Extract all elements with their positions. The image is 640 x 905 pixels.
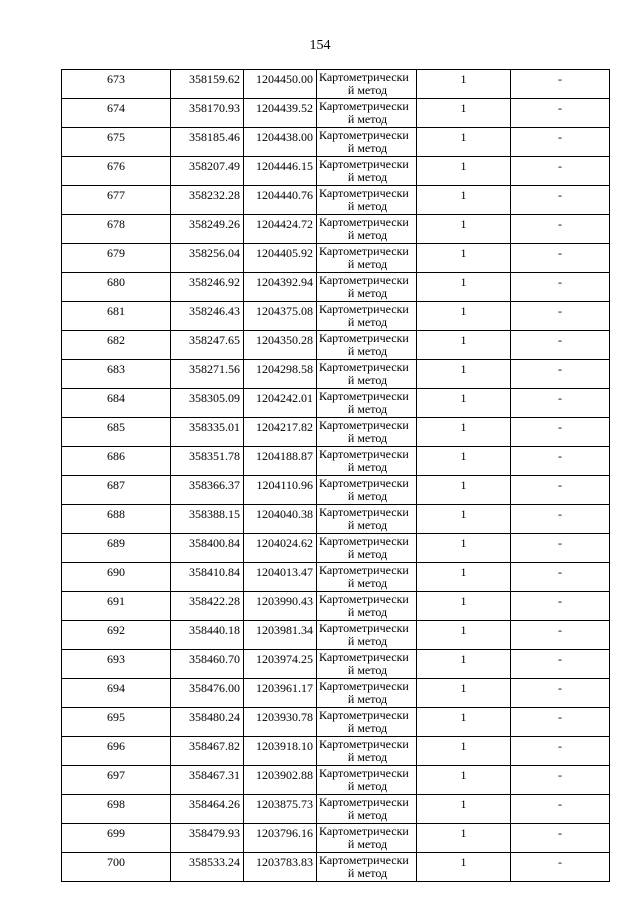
method-text-line2: й метод <box>347 518 388 532</box>
method-cell <box>317 708 417 737</box>
note-cell: - <box>511 795 610 824</box>
method-text-line1: Картометрически <box>319 302 409 316</box>
method-cell <box>317 621 417 650</box>
method-text-line1: Картометрически <box>319 708 409 722</box>
method-text-line1: Картометрически <box>319 70 409 84</box>
table-row <box>62 650 610 679</box>
y-coordinate-cell: 1204439.52 <box>244 99 317 128</box>
note-cell: - <box>511 389 610 418</box>
accuracy-cell: 1 <box>417 302 511 331</box>
method-text-line1: Картометрически <box>319 476 409 490</box>
x-coordinate-cell: 358460.70 <box>171 650 244 679</box>
method-cell <box>317 592 417 621</box>
point-number-cell: 689 <box>62 534 171 563</box>
method-cell <box>317 534 417 563</box>
point-number-cell: 698 <box>62 795 171 824</box>
accuracy-cell: 1 <box>417 795 511 824</box>
method-text-line1: Картометрически <box>319 447 409 461</box>
note-cell: - <box>511 331 610 360</box>
method-text-line2: й метод <box>347 199 388 213</box>
method-text-line2: й метод <box>347 344 388 358</box>
method-text-line1: Картометрически <box>319 766 409 780</box>
x-coordinate-cell: 358422.28 <box>171 592 244 621</box>
note-cell: - <box>511 418 610 447</box>
method-text-line2: й метод <box>347 112 388 126</box>
note-cell: - <box>511 592 610 621</box>
method-cell <box>317 505 417 534</box>
method-cell <box>317 360 417 389</box>
method-text-line2: й метод <box>347 257 388 271</box>
point-number-cell: 681 <box>62 302 171 331</box>
y-coordinate-cell: 1203961.17 <box>244 679 317 708</box>
table-row <box>62 157 610 186</box>
point-number-cell: 674 <box>62 99 171 128</box>
point-number-cell: 694 <box>62 679 171 708</box>
y-coordinate-cell: 1204110.96 <box>244 476 317 505</box>
table-row <box>62 824 610 853</box>
method-text-line2: й метод <box>347 605 388 619</box>
y-coordinate-cell: 1204375.08 <box>244 302 317 331</box>
x-coordinate-cell: 358256.04 <box>171 244 244 273</box>
method-text-line2: й метод <box>347 663 388 677</box>
method-text-line1: Картометрически <box>319 418 409 432</box>
note-cell: - <box>511 737 610 766</box>
table-row <box>62 505 610 534</box>
y-coordinate-cell: 1204446.15 <box>244 157 317 186</box>
method-text-line1: Картометрически <box>319 244 409 258</box>
point-number-cell: 675 <box>62 128 171 157</box>
x-coordinate-cell: 358246.92 <box>171 273 244 302</box>
accuracy-cell: 1 <box>417 708 511 737</box>
x-coordinate-cell: 358480.24 <box>171 708 244 737</box>
accuracy-cell: 1 <box>417 824 511 853</box>
note-cell: - <box>511 708 610 737</box>
method-cell <box>317 650 417 679</box>
y-coordinate-cell: 1203796.16 <box>244 824 317 853</box>
method-text-line2: й метод <box>347 750 388 764</box>
method-text-line1: Картометрически <box>319 650 409 664</box>
accuracy-cell: 1 <box>417 563 511 592</box>
method-cell <box>317 447 417 476</box>
table-row <box>62 708 610 737</box>
point-number-cell: 682 <box>62 331 171 360</box>
note-cell: - <box>511 360 610 389</box>
y-coordinate-cell: 1203974.25 <box>244 650 317 679</box>
table-row <box>62 70 610 99</box>
method-cell <box>317 853 417 882</box>
point-number-cell: 676 <box>62 157 171 186</box>
table-body <box>62 70 610 882</box>
y-coordinate-cell: 1204217.82 <box>244 418 317 447</box>
y-coordinate-cell: 1204188.87 <box>244 447 317 476</box>
method-cell <box>317 128 417 157</box>
method-text-line2: й метод <box>347 721 388 735</box>
method-text-line1: Картометрически <box>319 824 409 838</box>
method-text-line1: Картометрически <box>319 563 409 577</box>
x-coordinate-cell: 358440.18 <box>171 621 244 650</box>
x-coordinate-cell: 358400.84 <box>171 534 244 563</box>
method-cell <box>317 389 417 418</box>
method-text-line2: й метод <box>347 460 388 474</box>
table-row <box>62 418 610 447</box>
x-coordinate-cell: 358247.65 <box>171 331 244 360</box>
accuracy-cell: 1 <box>417 157 511 186</box>
method-cell <box>317 70 417 99</box>
point-number-cell: 683 <box>62 360 171 389</box>
accuracy-cell: 1 <box>417 186 511 215</box>
point-number-cell: 695 <box>62 708 171 737</box>
point-number-cell: 693 <box>62 650 171 679</box>
method-text-line2: й метод <box>347 634 388 648</box>
accuracy-cell: 1 <box>417 505 511 534</box>
note-cell: - <box>511 563 610 592</box>
point-number-cell: 680 <box>62 273 171 302</box>
x-coordinate-cell: 358170.93 <box>171 99 244 128</box>
method-text-line1: Картометрически <box>319 505 409 519</box>
table-row <box>62 389 610 418</box>
x-coordinate-cell: 358467.82 <box>171 737 244 766</box>
method-text-line1: Картометрически <box>319 186 409 200</box>
note-cell: - <box>511 157 610 186</box>
table-row <box>62 679 610 708</box>
accuracy-cell: 1 <box>417 534 511 563</box>
table-row <box>62 766 610 795</box>
accuracy-cell: 1 <box>417 244 511 273</box>
note-cell: - <box>511 99 610 128</box>
y-coordinate-cell: 1204440.76 <box>244 186 317 215</box>
accuracy-cell: 1 <box>417 70 511 99</box>
table-row <box>62 621 610 650</box>
note-cell: - <box>511 273 610 302</box>
method-text-line2: й метод <box>347 576 388 590</box>
method-text-line1: Картометрически <box>319 795 409 809</box>
method-cell <box>317 99 417 128</box>
method-text-line1: Картометрически <box>319 592 409 606</box>
method-cell <box>317 766 417 795</box>
method-cell <box>317 244 417 273</box>
method-cell <box>317 273 417 302</box>
accuracy-cell: 1 <box>417 592 511 621</box>
x-coordinate-cell: 358249.26 <box>171 215 244 244</box>
accuracy-cell: 1 <box>417 679 511 708</box>
x-coordinate-cell: 358467.31 <box>171 766 244 795</box>
method-text-line2: й метод <box>347 808 388 822</box>
accuracy-cell: 1 <box>417 737 511 766</box>
table-row <box>62 273 610 302</box>
method-text-line1: Картометрически <box>319 157 409 171</box>
method-text-line1: Картометрически <box>319 534 409 548</box>
point-number-cell: 697 <box>62 766 171 795</box>
method-cell <box>317 418 417 447</box>
x-coordinate-cell: 358351.78 <box>171 447 244 476</box>
y-coordinate-cell: 1204438.00 <box>244 128 317 157</box>
method-text-line1: Картометрически <box>319 389 409 403</box>
table-row <box>62 534 610 563</box>
method-text-line1: Картометрически <box>319 679 409 693</box>
table-row <box>62 737 610 766</box>
table-row <box>62 447 610 476</box>
method-text-line2: й метод <box>347 402 388 416</box>
method-text-line2: й метод <box>347 286 388 300</box>
point-number-cell: 700 <box>62 853 171 882</box>
accuracy-cell: 1 <box>417 766 511 795</box>
method-text-line2: й метод <box>347 315 388 329</box>
method-text-line1: Картометрически <box>319 621 409 635</box>
note-cell: - <box>511 679 610 708</box>
y-coordinate-cell: 1204024.62 <box>244 534 317 563</box>
table-row <box>62 592 610 621</box>
x-coordinate-cell: 358232.28 <box>171 186 244 215</box>
y-coordinate-cell: 1204298.58 <box>244 360 317 389</box>
method-text-line2: й метод <box>347 431 388 445</box>
y-coordinate-cell: 1203783.83 <box>244 853 317 882</box>
point-number-cell: 684 <box>62 389 171 418</box>
note-cell: - <box>511 476 610 505</box>
table-row <box>62 476 610 505</box>
method-text-line1: Картометрически <box>319 331 409 345</box>
method-cell <box>317 737 417 766</box>
note-cell: - <box>511 650 610 679</box>
method-text-line1: Картометрически <box>319 128 409 142</box>
method-text-line2: й метод <box>347 547 388 561</box>
note-cell: - <box>511 505 610 534</box>
point-number-cell: 696 <box>62 737 171 766</box>
y-coordinate-cell: 1204350.28 <box>244 331 317 360</box>
method-text-line1: Картометрически <box>319 273 409 287</box>
coordinates-table <box>61 69 610 882</box>
note-cell: - <box>511 244 610 273</box>
point-number-cell: 686 <box>62 447 171 476</box>
x-coordinate-cell: 358388.15 <box>171 505 244 534</box>
x-coordinate-cell: 358476.00 <box>171 679 244 708</box>
method-text-line2: й метод <box>347 373 388 387</box>
method-cell <box>317 824 417 853</box>
point-number-cell: 687 <box>62 476 171 505</box>
y-coordinate-cell: 1204013.47 <box>244 563 317 592</box>
x-coordinate-cell: 358410.84 <box>171 563 244 592</box>
method-text-line2: й метод <box>347 866 388 880</box>
accuracy-cell: 1 <box>417 273 511 302</box>
y-coordinate-cell: 1204450.00 <box>244 70 317 99</box>
point-number-cell: 699 <box>62 824 171 853</box>
note-cell: - <box>511 534 610 563</box>
x-coordinate-cell: 358533.24 <box>171 853 244 882</box>
table-row <box>62 360 610 389</box>
point-number-cell: 673 <box>62 70 171 99</box>
table-row <box>62 795 610 824</box>
accuracy-cell: 1 <box>417 215 511 244</box>
note-cell: - <box>511 302 610 331</box>
point-number-cell: 685 <box>62 418 171 447</box>
method-cell <box>317 476 417 505</box>
method-text-line2: й метод <box>347 692 388 706</box>
note-cell: - <box>511 447 610 476</box>
y-coordinate-cell: 1203875.73 <box>244 795 317 824</box>
table-row <box>62 186 610 215</box>
method-cell <box>317 302 417 331</box>
point-number-cell: 688 <box>62 505 171 534</box>
method-cell <box>317 331 417 360</box>
y-coordinate-cell: 1203981.34 <box>244 621 317 650</box>
point-number-cell: 691 <box>62 592 171 621</box>
table-row <box>62 99 610 128</box>
note-cell: - <box>511 215 610 244</box>
note-cell: - <box>511 766 610 795</box>
accuracy-cell: 1 <box>417 650 511 679</box>
table-row <box>62 128 610 157</box>
method-text-line2: й метод <box>347 83 388 97</box>
x-coordinate-cell: 358305.09 <box>171 389 244 418</box>
point-number-cell: 690 <box>62 563 171 592</box>
note-cell: - <box>511 853 610 882</box>
x-coordinate-cell: 358271.56 <box>171 360 244 389</box>
method-text-line1: Картометрически <box>319 360 409 374</box>
table-row <box>62 302 610 331</box>
method-text-line2: й метод <box>347 837 388 851</box>
point-number-cell: 677 <box>62 186 171 215</box>
x-coordinate-cell: 358366.37 <box>171 476 244 505</box>
x-coordinate-cell: 358464.26 <box>171 795 244 824</box>
method-cell <box>317 215 417 244</box>
y-coordinate-cell: 1204392.94 <box>244 273 317 302</box>
note-cell: - <box>511 186 610 215</box>
y-coordinate-cell: 1203902.88 <box>244 766 317 795</box>
table-row <box>62 215 610 244</box>
x-coordinate-cell: 358335.01 <box>171 418 244 447</box>
point-number-cell: 678 <box>62 215 171 244</box>
method-text-line1: Картометрически <box>319 215 409 229</box>
accuracy-cell: 1 <box>417 360 511 389</box>
accuracy-cell: 1 <box>417 418 511 447</box>
method-text-line2: й метод <box>347 141 388 155</box>
x-coordinate-cell: 358479.93 <box>171 824 244 853</box>
method-cell <box>317 157 417 186</box>
method-cell <box>317 186 417 215</box>
page-number: 154 <box>309 38 331 53</box>
table-row <box>62 244 610 273</box>
method-text-line2: й метод <box>347 170 388 184</box>
method-text-line1: Картометрически <box>319 737 409 751</box>
accuracy-cell: 1 <box>417 389 511 418</box>
accuracy-cell: 1 <box>417 128 511 157</box>
accuracy-cell: 1 <box>417 447 511 476</box>
y-coordinate-cell: 1204242.01 <box>244 389 317 418</box>
method-text-line1: Картометрически <box>319 853 409 867</box>
y-coordinate-cell: 1204040.38 <box>244 505 317 534</box>
method-text-line1: Картометрически <box>319 99 409 113</box>
x-coordinate-cell: 358185.46 <box>171 128 244 157</box>
accuracy-cell: 1 <box>417 853 511 882</box>
table-row <box>62 331 610 360</box>
y-coordinate-cell: 1203930.78 <box>244 708 317 737</box>
point-number-cell: 679 <box>62 244 171 273</box>
method-text-line2: й метод <box>347 779 388 793</box>
method-text-line2: й метод <box>347 489 388 503</box>
method-cell <box>317 795 417 824</box>
note-cell: - <box>511 621 610 650</box>
accuracy-cell: 1 <box>417 99 511 128</box>
x-coordinate-cell: 358207.49 <box>171 157 244 186</box>
accuracy-cell: 1 <box>417 476 511 505</box>
y-coordinate-cell: 1204405.92 <box>244 244 317 273</box>
table-row <box>62 563 610 592</box>
y-coordinate-cell: 1203918.10 <box>244 737 317 766</box>
table-row <box>62 853 610 882</box>
method-cell <box>317 679 417 708</box>
note-cell: - <box>511 128 610 157</box>
accuracy-cell: 1 <box>417 331 511 360</box>
method-cell <box>317 563 417 592</box>
y-coordinate-cell: 1204424.72 <box>244 215 317 244</box>
accuracy-cell: 1 <box>417 621 511 650</box>
method-text-line2: й метод <box>347 228 388 242</box>
point-number-cell: 692 <box>62 621 171 650</box>
note-cell: - <box>511 70 610 99</box>
note-cell: - <box>511 824 610 853</box>
x-coordinate-cell: 358159.62 <box>171 70 244 99</box>
x-coordinate-cell: 358246.43 <box>171 302 244 331</box>
y-coordinate-cell: 1203990.43 <box>244 592 317 621</box>
